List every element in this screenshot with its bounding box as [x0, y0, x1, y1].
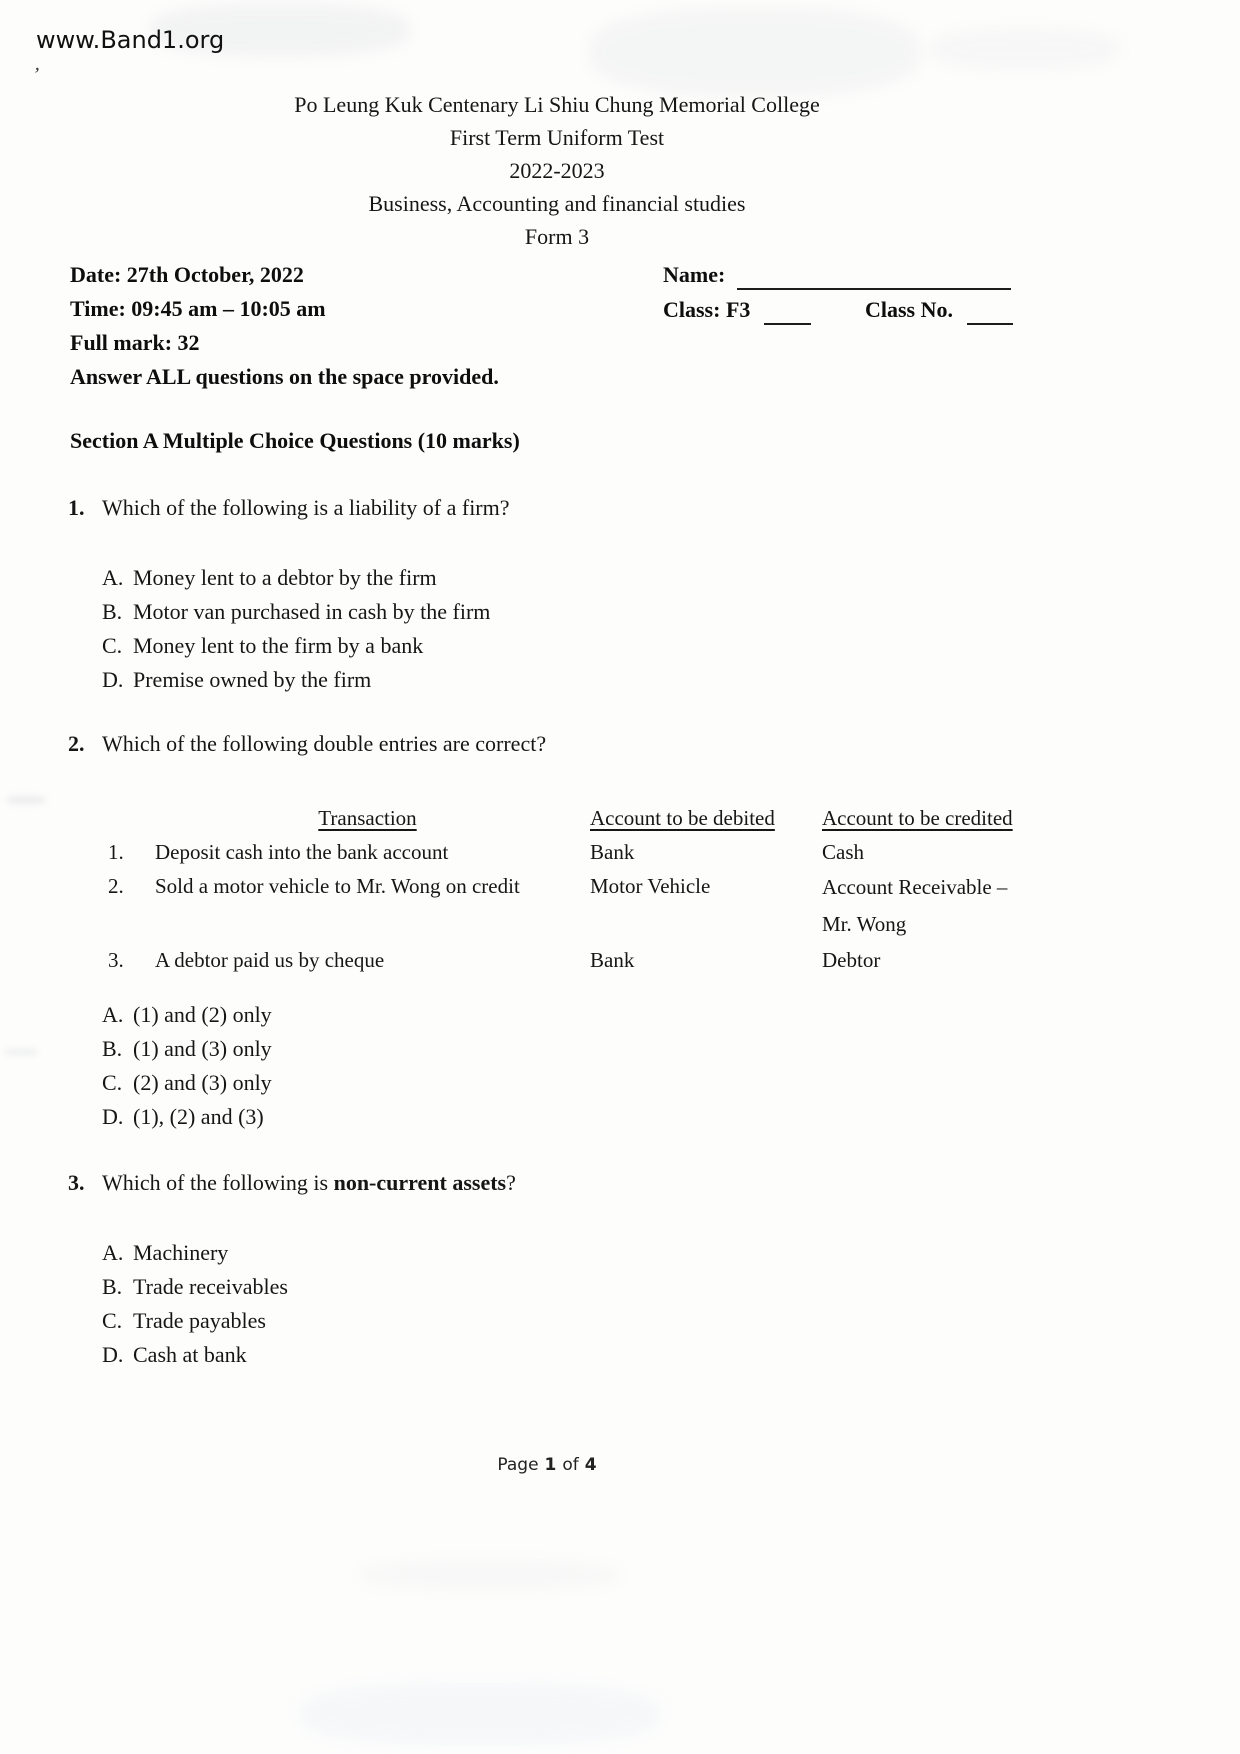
option-text: Cash at bank	[133, 1342, 247, 1367]
question-3-number: 3.	[68, 1170, 85, 1195]
option-text: (2) and (3) only	[133, 1070, 272, 1095]
question-3-option-b	[102, 1270, 288, 1304]
option-text: Trade receivables	[133, 1274, 288, 1299]
option-letter: D.	[102, 667, 124, 692]
table-cell-credit: Debtor	[822, 948, 881, 972]
document-header	[0, 94, 1114, 259]
question-3-option-d	[102, 1338, 288, 1372]
time-line: Time: 09:45 am – 10:05 am	[70, 296, 326, 321]
option-text: Motor van purchased in cash by the firm	[133, 599, 491, 624]
question-3-option-a	[102, 1236, 288, 1270]
question-2	[68, 731, 546, 757]
option-letter: C.	[102, 1308, 123, 1333]
option-letter: D.	[102, 1104, 124, 1129]
option-letter: A.	[102, 1240, 124, 1265]
table-header-transaction: Transaction	[318, 806, 417, 830]
double-entry-table	[0, 801, 1090, 977]
question-1-option-c	[102, 629, 490, 663]
class-no-label: Class No.	[865, 297, 954, 322]
table-row-number: 3.	[108, 948, 124, 972]
option-letter: B.	[102, 1274, 123, 1299]
table-cell-credit: Cash	[822, 840, 864, 864]
question-3-text-prefix: Which of the following is	[102, 1170, 334, 1195]
option-text: (1) and (3) only	[133, 1036, 272, 1061]
question-3-options	[102, 1236, 288, 1372]
name-label: Name:	[663, 262, 726, 287]
credit-line-1: Account Receivable –	[822, 875, 1008, 899]
footer-total-pages: 4	[584, 1455, 597, 1475]
option-letter: C.	[102, 633, 123, 658]
table-cell-debit: Bank	[590, 840, 635, 864]
option-text: (1), (2) and (3)	[133, 1104, 264, 1129]
question-3	[68, 1170, 516, 1196]
question-2-option-d	[102, 1100, 272, 1134]
question-1-option-b	[102, 595, 490, 629]
option-letter: C.	[102, 1070, 123, 1095]
question-3-text-suffix: ?	[506, 1170, 516, 1195]
option-text: Trade payables	[133, 1308, 266, 1333]
table-cell-debit: Motor Vehicle	[590, 874, 711, 898]
question-2-text: Which of the following double entries are correct?	[102, 731, 547, 756]
option-text: Money lent to the firm by a bank	[133, 633, 424, 658]
option-text: (1) and (2) only	[133, 1002, 272, 1027]
name-blank-line	[737, 288, 1011, 290]
footer-of-word: of	[562, 1455, 579, 1475]
question-3-text	[102, 1170, 516, 1196]
table-cell-transaction: Deposit cash into the bank account	[155, 840, 449, 864]
question-2-number: 2.	[68, 731, 85, 756]
class-blank-line	[764, 323, 811, 325]
scan-stray-mark: ʼ	[31, 63, 42, 87]
question-1-number: 1.	[68, 495, 85, 520]
page-footer	[0, 1455, 1094, 1475]
question-1	[68, 495, 510, 521]
option-text: Money lent to a debtor by the firm	[133, 565, 437, 590]
option-letter: D.	[102, 1342, 124, 1367]
class-label: Class: F3	[663, 297, 751, 322]
question-2-option-b	[102, 1032, 272, 1066]
full-mark-line: Full mark: 32	[70, 330, 200, 355]
school-name: Po Leung Kuk Centenary Li Shiu Chung Memorial College	[294, 92, 820, 117]
subject-title: Business, Accounting and financial studies	[368, 191, 746, 216]
option-text: Premise owned by the firm	[133, 667, 372, 692]
scan-artifact	[300, 1683, 660, 1745]
table-cell-transaction: A debtor paid us by cheque	[155, 948, 385, 972]
scan-artifact	[590, 8, 920, 96]
scan-artifact	[360, 1560, 620, 1590]
question-1-option-d	[102, 663, 490, 697]
credit-line-2: Mr. Wong	[822, 912, 907, 936]
option-text: Machinery	[133, 1240, 229, 1265]
scan-artifact	[4, 1048, 38, 1056]
section-a-heading: Section A Multiple Choice Questions (10 marks)	[70, 428, 520, 453]
option-letter: A.	[102, 1002, 124, 1027]
table-header-debited: Account to be debited	[590, 806, 775, 830]
option-letter: A.	[102, 565, 124, 590]
footer-page-word: Page	[497, 1455, 539, 1475]
date-line: Date: 27th October, 2022	[70, 262, 304, 287]
exam-info	[70, 258, 499, 394]
question-2-options	[102, 998, 272, 1134]
question-1-text: Which of the following is a liability of a firm?	[102, 495, 510, 520]
question-2-option-c	[102, 1066, 272, 1100]
academic-year: 2022-2023	[509, 158, 605, 183]
question-1-option-a	[102, 561, 490, 595]
footer-page-number: 1	[544, 1455, 557, 1475]
test-title: First Term Uniform Test	[449, 125, 665, 150]
scan-artifact	[930, 28, 1120, 70]
table-cell-debit: Bank	[590, 948, 635, 972]
table-header-credited: Account to be credited	[822, 806, 1013, 830]
class-no-blank-line	[967, 323, 1013, 325]
table-cell-transaction: Sold a motor vehicle to Mr. Wong on credit	[155, 874, 520, 898]
watermark: www.Band1.org	[36, 26, 225, 54]
question-3-text-bold: non-current assets	[333, 1170, 507, 1195]
question-1-options	[102, 561, 490, 697]
question-3-option-c	[102, 1304, 288, 1338]
table-row-number: 1.	[108, 840, 124, 864]
table-cell-credit	[815, 869, 1090, 943]
table-row-number: 2.	[108, 874, 124, 898]
question-2-option-a	[102, 998, 272, 1032]
option-letter: B.	[102, 599, 123, 624]
option-letter: B.	[102, 1036, 123, 1061]
instruction-line: Answer ALL questions on the space provided.	[70, 364, 499, 389]
form-level: Form 3	[524, 224, 590, 249]
